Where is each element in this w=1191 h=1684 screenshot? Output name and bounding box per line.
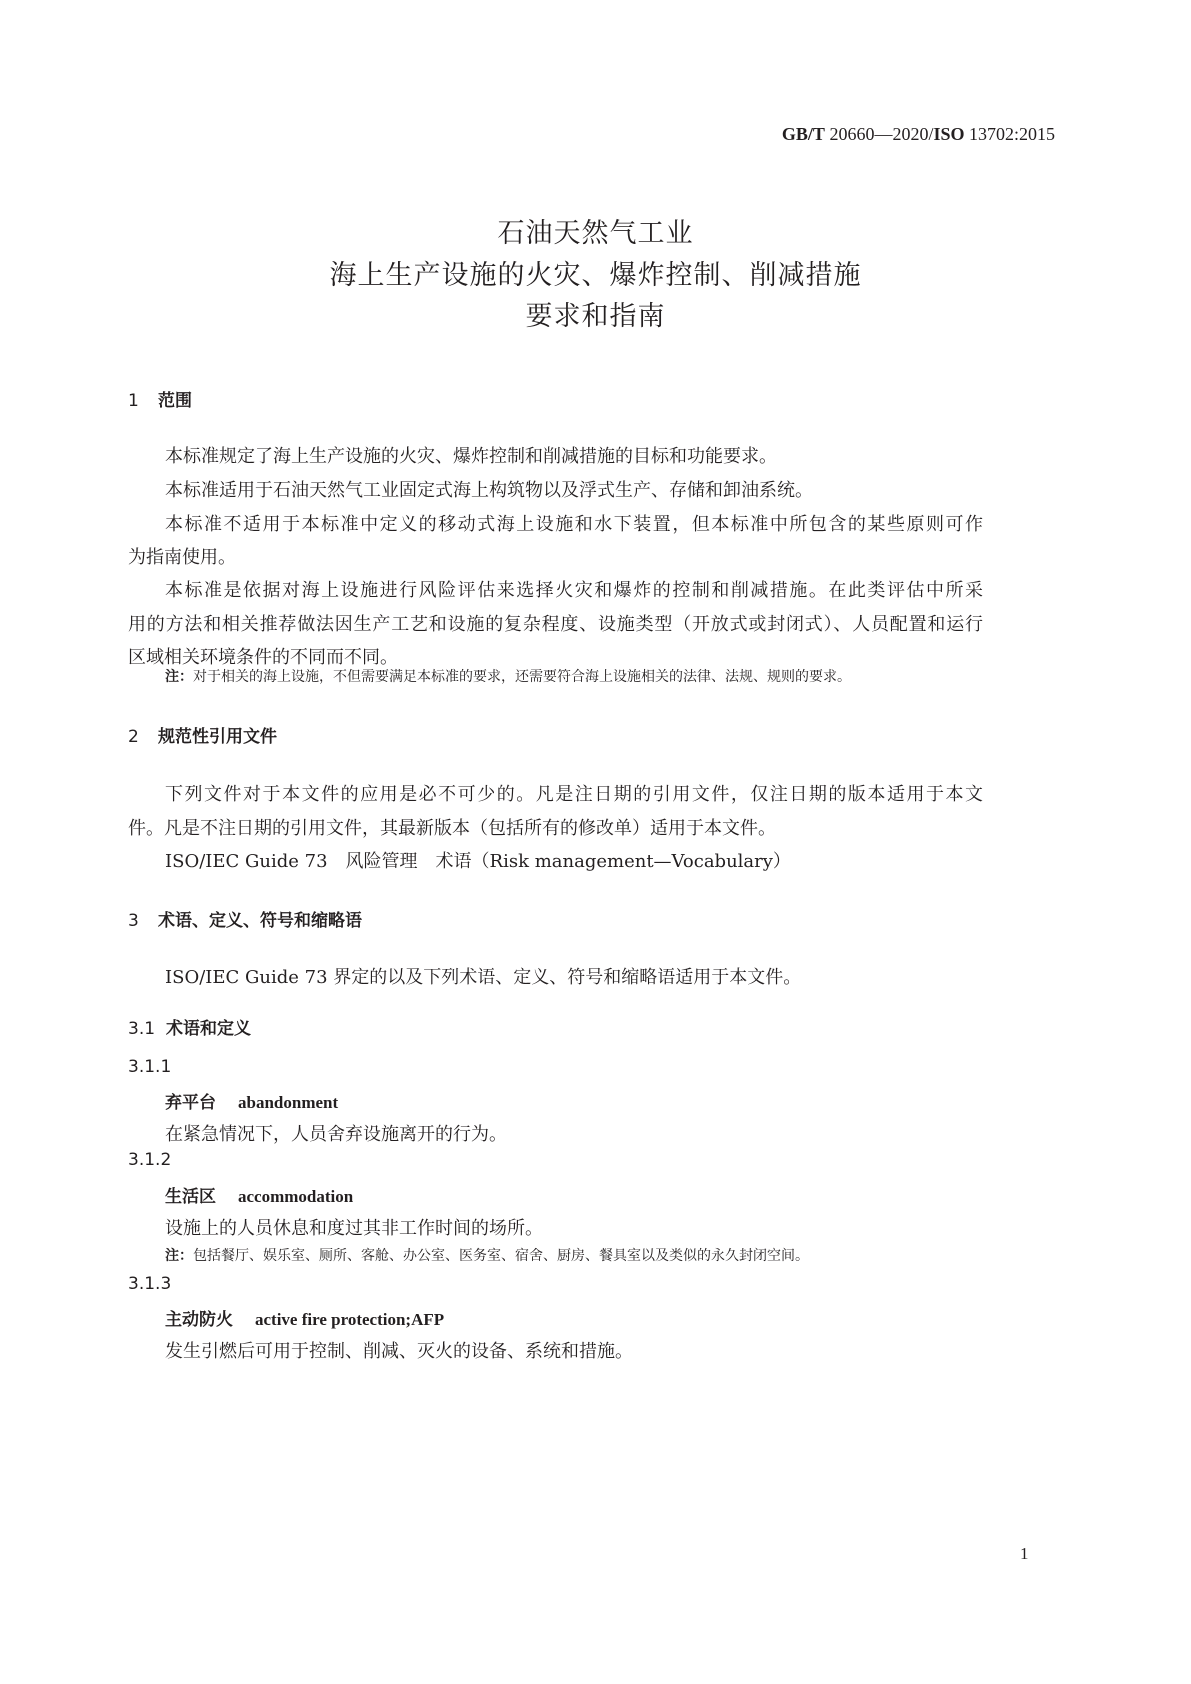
term-number: 3.1.3 xyxy=(128,1274,172,1294)
std-number: 20660—2020/ xyxy=(829,124,934,144)
note-text: 对于相关的海上设施，不但需要满足本标准的要求，还需要符合海上设施相关的法律、法规、规则的要求。 xyxy=(193,669,851,685)
title-line-3: 要求和指南 xyxy=(525,301,666,332)
title-line-2: 海上生产设施的火灾、爆炸控制、削减措施 xyxy=(329,260,862,291)
paragraph: 用的方法和相关推荐做法因生产工艺和设施的复杂程度、设施类型（开放式或封闭式）、人员配置和运行 xyxy=(128,614,983,635)
paragraph: 本标准规定了海上生产设施的火灾、爆炸控制和削减措施的目标和功能要求。 xyxy=(165,446,777,467)
paragraph: 件。凡是不注日期的引用文件，其最新版本（包括所有的修改单）适用于本文件。 xyxy=(128,818,776,839)
subsection-3-1-heading xyxy=(128,1014,251,1039)
term-entry xyxy=(165,1182,353,1207)
note-text: 包括餐厅、娱乐室、厕所、客舱、办公室、医务室、宿舍、厨房、餐具室以及类似的永久封闭空间。 xyxy=(193,1248,809,1264)
iso-number: 13702:2015 xyxy=(968,124,1055,144)
section-2-heading xyxy=(128,722,277,747)
term-en: active fire protection;AFP xyxy=(255,1310,445,1329)
paragraph: 下列文件对于本文件的应用是必不可少的。凡是注日期的引用文件，仅注日期的版本适用于本文 xyxy=(165,784,983,805)
subsection-number: 3.1 xyxy=(128,1019,156,1039)
std-prefix: GB/T xyxy=(781,124,825,144)
section-title: 术语、定义、符号和缩略语 xyxy=(158,911,362,931)
paragraph: 本标准是依据对海上设施进行风险评估来选择火灾和爆炸的控制和削减措施。在此类评估中所采 xyxy=(165,580,983,601)
section-3-heading xyxy=(128,906,362,931)
iso-prefix: ISO xyxy=(933,124,965,144)
section-1-heading xyxy=(128,386,192,411)
term-en: accommodation xyxy=(238,1187,354,1206)
term-number: 3.1.2 xyxy=(128,1150,172,1170)
section-number: 3 xyxy=(128,911,139,931)
term-zh: 弃平台 xyxy=(165,1093,216,1113)
paragraph: ISO/IEC Guide 73 界定的以及下列术语、定义、符号和缩略语适用于本文件。 xyxy=(165,967,802,988)
title-line-1: 石油天然气工业 xyxy=(497,218,694,249)
note xyxy=(165,1245,809,1265)
term-number: 3.1.1 xyxy=(128,1057,172,1077)
reference: ISO/IEC Guide 73 风险管理 术语（Risk management—Vocabulary） xyxy=(165,851,791,872)
term-zh: 生活区 xyxy=(165,1187,216,1207)
standard-number xyxy=(689,124,1055,145)
note xyxy=(165,666,851,686)
section-title: 范围 xyxy=(158,391,192,411)
paragraph: 区域相关环境条件的不同而不同。 xyxy=(128,647,398,668)
subsection-title: 术语和定义 xyxy=(166,1019,251,1039)
note-label: 注： xyxy=(165,1248,193,1264)
term-definition: 在紧急情况下，人员舍弃设施离开的行为。 xyxy=(165,1124,507,1145)
term-en: abandonment xyxy=(238,1093,339,1112)
page-number: 1 xyxy=(1020,1544,1029,1563)
paragraph: 为指南使用。 xyxy=(128,547,236,568)
section-number: 1 xyxy=(128,391,139,411)
term-definition: 发生引燃后可用于控制、削减、灭火的设备、系统和措施。 xyxy=(165,1341,633,1362)
term-definition: 设施上的人员休息和度过其非工作时间的场所。 xyxy=(165,1218,543,1239)
term-entry xyxy=(165,1305,444,1330)
term-entry xyxy=(165,1088,338,1113)
paragraph: 本标准适用于石油天然气工业固定式海上构筑物以及浮式生产、存储和卸油系统。 xyxy=(165,480,813,501)
term-zh: 主动防火 xyxy=(165,1310,233,1330)
note-label: 注： xyxy=(165,669,193,685)
section-number: 2 xyxy=(128,727,139,747)
paragraph: 本标准不适用于本标准中定义的移动式海上设施和水下装置，但本标准中所包含的某些原则可作 xyxy=(165,514,983,535)
section-title: 规范性引用文件 xyxy=(158,727,277,747)
